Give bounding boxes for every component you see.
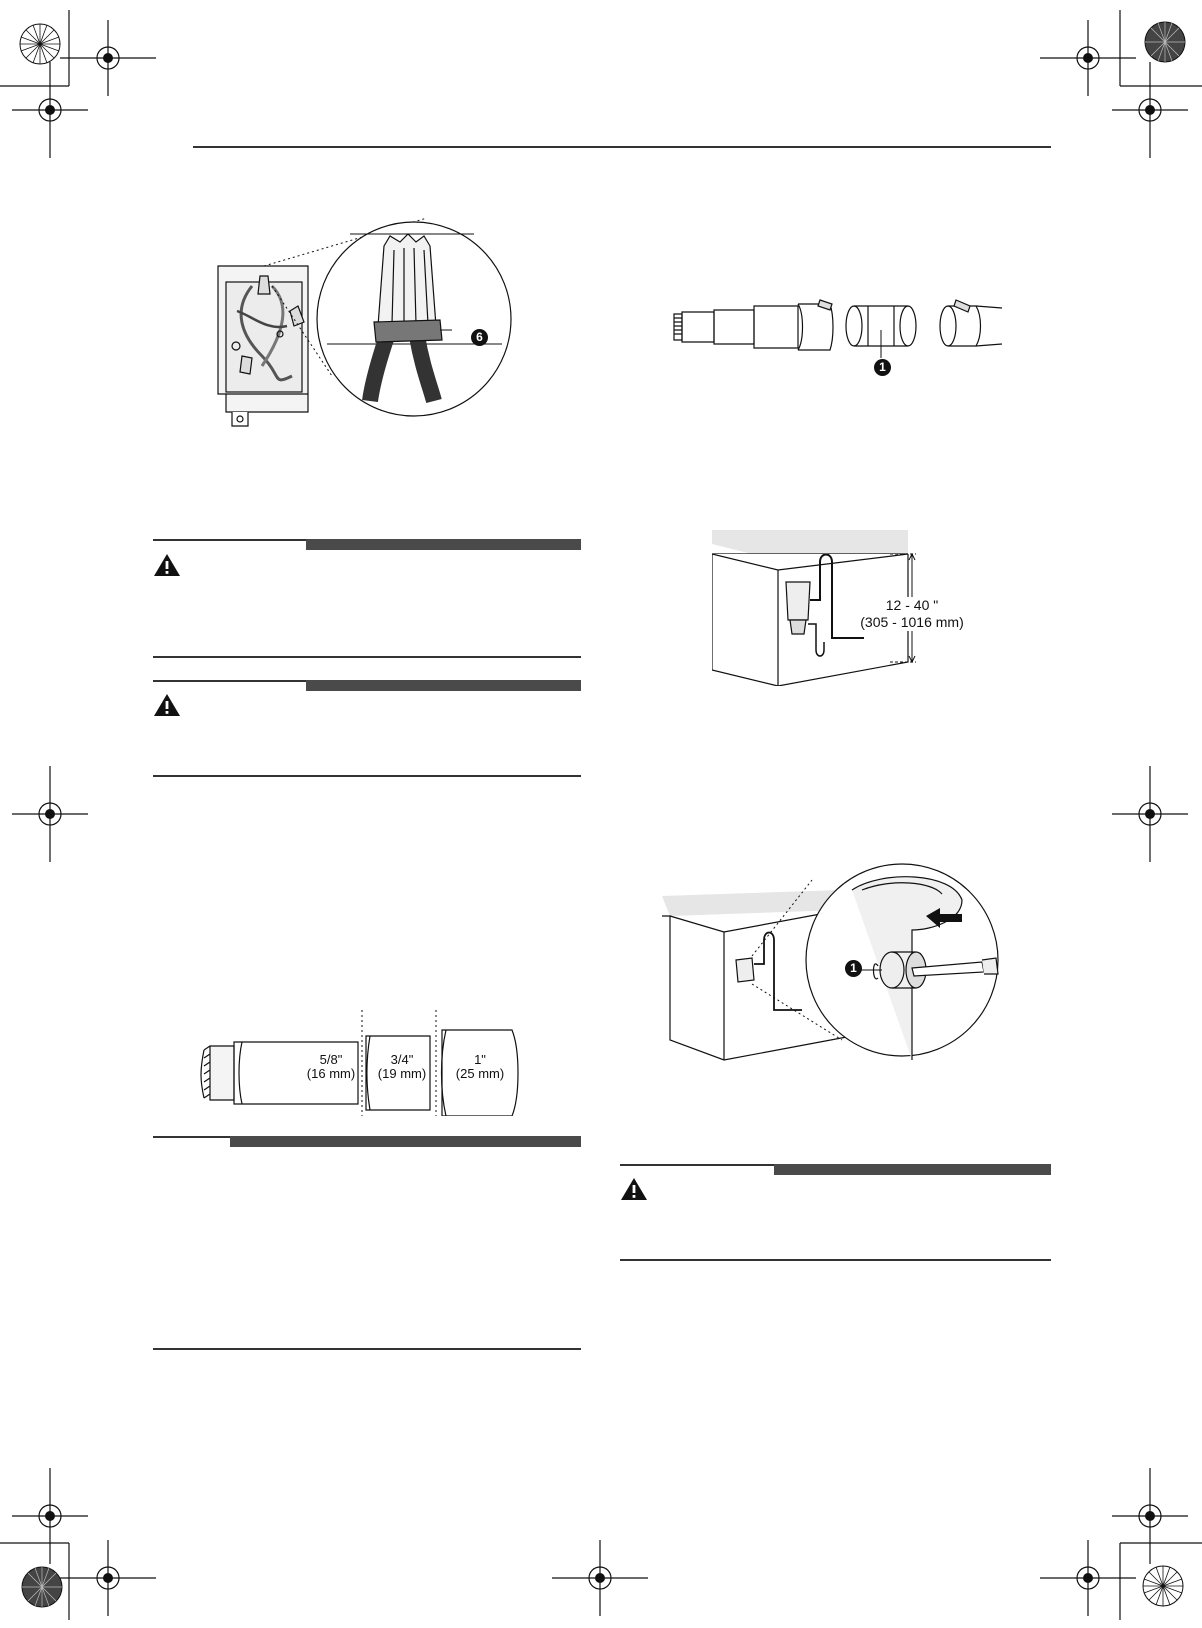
height-range-inch: 12 - 40 " [885, 597, 939, 613]
size-5-8-inch: 5/8" [319, 1052, 343, 1067]
size-label-3-4 [370, 1053, 434, 1081]
registration-mark-icon [1040, 1530, 1136, 1626]
warning-box-1-bar [306, 539, 581, 550]
note-box-top-rule [153, 1136, 231, 1138]
disposer-plug-illustration [662, 860, 1002, 1070]
size-1-mm: (25 mm) [455, 1066, 505, 1081]
registration-starburst-dark-icon [20, 1565, 64, 1609]
note-box-bar [230, 1136, 581, 1147]
registration-mark-icon [2, 766, 98, 862]
registration-mark-icon [1102, 62, 1198, 158]
size-label-5-8 [296, 1053, 366, 1081]
registration-mark-icon [552, 1530, 648, 1626]
warning-box-1-top-rule [153, 539, 307, 541]
registration-mark-icon [2, 62, 98, 158]
warning-triangle-icon [153, 553, 181, 577]
size-1-inch: 1" [474, 1052, 486, 1067]
junction-box-illustration [212, 216, 522, 430]
registration-mark-icon [60, 1530, 156, 1626]
warning-triangle-icon [620, 1177, 648, 1201]
registration-starburst-icon [1141, 1564, 1185, 1608]
size-label-1 [448, 1053, 512, 1081]
registration-starburst-dark-icon [1143, 20, 1187, 64]
callout-6: 6 [471, 329, 488, 346]
warning-box-2-top-rule [153, 680, 307, 682]
hose-adapter-illustration [672, 296, 1004, 380]
note-box-bottom-rule [153, 1348, 581, 1350]
callout-1-adapter: 1 [874, 359, 891, 376]
size-5-8-mm: (16 mm) [306, 1066, 356, 1081]
callout-1-disposer: 1 [845, 960, 862, 977]
warning-box-1-bottom-rule [153, 656, 581, 658]
warning-triangle-icon [153, 693, 181, 717]
warning-box-2-bar [306, 680, 581, 691]
size-3-4-inch: 3/4" [390, 1052, 414, 1067]
height-range-mm: (305 - 1016 mm) [860, 614, 964, 630]
registration-starburst-icon [18, 22, 62, 66]
size-3-4-mm: (19 mm) [377, 1066, 427, 1081]
header-rule [193, 146, 1051, 148]
warning-box-2-bottom-rule [153, 775, 581, 777]
registration-mark-icon [1102, 766, 1198, 862]
warning-box-3-top-rule [620, 1164, 775, 1166]
warning-box-3-bar [774, 1164, 1051, 1175]
warning-box-3-bottom-rule [620, 1259, 1051, 1261]
height-range-label [852, 597, 972, 631]
